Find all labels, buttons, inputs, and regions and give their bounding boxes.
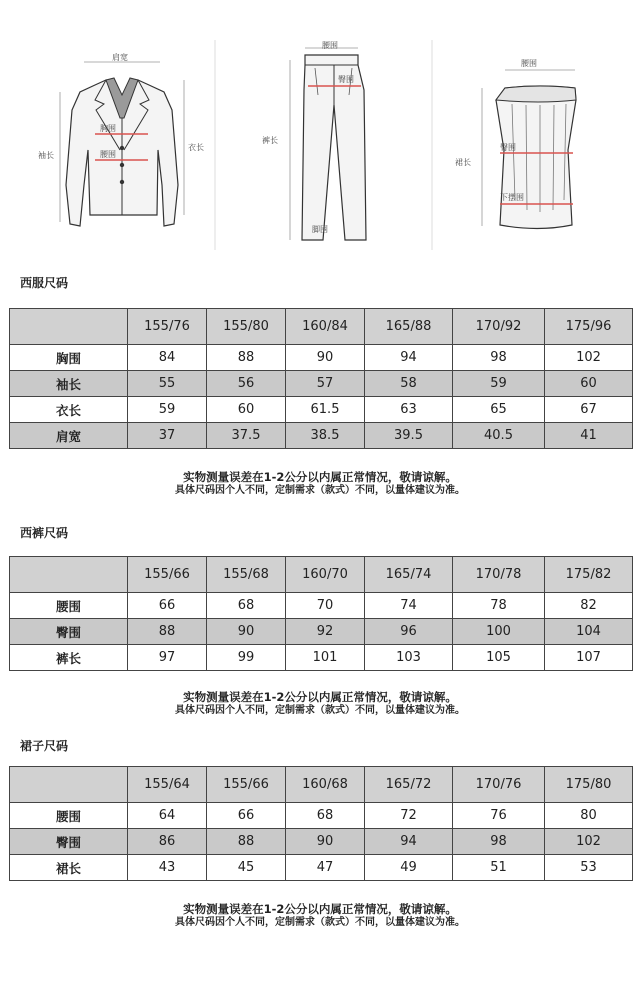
jacket-diagram	[38, 52, 204, 226]
size-header: 155/64	[128, 767, 207, 803]
cell: 94	[365, 345, 453, 371]
size-header: 155/66	[207, 767, 286, 803]
label-chest: 胸围	[100, 124, 116, 133]
cell: 99	[207, 645, 286, 671]
part-label: 袖长	[10, 371, 128, 397]
cell: 59	[128, 397, 207, 423]
part-label: 衣长	[10, 397, 128, 423]
cell: 60	[207, 397, 286, 423]
size-header: 155/80	[207, 309, 286, 345]
cell: 70	[286, 593, 365, 619]
cell: 40.5	[453, 423, 545, 449]
table-row	[10, 803, 633, 829]
table-row	[10, 645, 633, 671]
table-row	[10, 345, 633, 371]
size-header: 170/78	[453, 557, 545, 593]
table-row	[10, 829, 633, 855]
cell: 49	[365, 855, 453, 881]
cell: 78	[453, 593, 545, 619]
cell: 104	[545, 619, 633, 645]
cell: 45	[207, 855, 286, 881]
note-line-2: 具体尺码因个人不同，定制需求（款式）不同，以量体建议为准。	[175, 917, 465, 928]
part-label: 腰围	[10, 803, 128, 829]
label-length: 衣长	[188, 143, 204, 152]
cell: 64	[128, 803, 207, 829]
cell: 55	[128, 371, 207, 397]
size-header: 165/72	[365, 767, 453, 803]
label-length: 裙长	[455, 158, 471, 167]
cell: 60	[545, 371, 633, 397]
label-shoulder: 肩宽	[112, 53, 128, 62]
garment-diagrams	[0, 0, 640, 262]
cell: 90	[286, 345, 365, 371]
label-hem: 脚围	[312, 225, 328, 234]
cell: 98	[453, 829, 545, 855]
measurement-note	[0, 690, 640, 717]
size-header: 175/80	[545, 767, 633, 803]
cell: 61.5	[286, 397, 365, 423]
size-header: 160/68	[286, 767, 365, 803]
cell: 72	[365, 803, 453, 829]
label-hem: 下摆围	[500, 193, 524, 202]
size-header: 155/66	[128, 557, 207, 593]
corner-cell	[10, 557, 128, 593]
part-label: 肩宽	[10, 423, 128, 449]
table-row	[10, 593, 633, 619]
cell: 65	[453, 397, 545, 423]
size-header: 155/76	[128, 309, 207, 345]
cell: 38.5	[286, 423, 365, 449]
suit-section-title: 西服尺码	[20, 276, 69, 290]
measurement-note	[0, 902, 640, 929]
cell: 100	[453, 619, 545, 645]
label-waist: 腰围	[322, 41, 338, 50]
cell: 88	[207, 345, 286, 371]
part-label: 臀围	[10, 829, 128, 855]
cell: 90	[207, 619, 286, 645]
cell: 102	[545, 345, 633, 371]
part-label: 胸围	[10, 345, 128, 371]
cell: 82	[545, 593, 633, 619]
part-label: 腰围	[10, 593, 128, 619]
corner-cell	[10, 309, 128, 345]
cell: 68	[207, 593, 286, 619]
table-header-row	[10, 557, 633, 593]
cell: 47	[286, 855, 365, 881]
cell: 63	[365, 397, 453, 423]
size-header: 155/68	[207, 557, 286, 593]
label-hip: 臀围	[500, 143, 516, 152]
pants-diagram	[262, 41, 366, 240]
cell: 80	[545, 803, 633, 829]
part-label: 裤长	[10, 645, 128, 671]
cell: 98	[453, 345, 545, 371]
cell: 84	[128, 345, 207, 371]
cell: 76	[453, 803, 545, 829]
cell: 59	[453, 371, 545, 397]
label-hip: 臀围	[338, 75, 354, 84]
skirt-section-title: 裙子尺码	[20, 739, 69, 753]
cell: 37.5	[207, 423, 286, 449]
table-header-row	[10, 767, 633, 803]
pants-size-table	[9, 556, 633, 671]
size-header: 160/84	[286, 309, 365, 345]
measurement-note	[0, 470, 640, 497]
label-waist: 腰围	[100, 150, 116, 159]
note-line-1: 实物测量误差在1-2公分以内属正常情况，敬请谅解。	[183, 902, 457, 916]
cell: 56	[207, 371, 286, 397]
note-line-2: 具体尺码因个人不同，定制需求（款式）不同，以量体建议为准。	[175, 705, 465, 716]
cell: 107	[545, 645, 633, 671]
cell: 74	[365, 593, 453, 619]
table-row	[10, 397, 633, 423]
cell: 105	[453, 645, 545, 671]
label-sleeve: 袖长	[38, 151, 54, 160]
cell: 53	[545, 855, 633, 881]
cell: 96	[365, 619, 453, 645]
part-label: 臀围	[10, 619, 128, 645]
size-header: 170/92	[453, 309, 545, 345]
cell: 43	[128, 855, 207, 881]
size-header: 165/88	[365, 309, 453, 345]
note-line-2: 具体尺码因个人不同，定制需求（款式）不同，以量体建议为准。	[175, 485, 465, 496]
cell: 41	[545, 423, 633, 449]
cell: 68	[286, 803, 365, 829]
corner-cell	[10, 767, 128, 803]
table-row	[10, 619, 633, 645]
size-header: 165/74	[365, 557, 453, 593]
cell: 94	[365, 829, 453, 855]
cell: 92	[286, 619, 365, 645]
size-header: 175/96	[545, 309, 633, 345]
cell: 66	[207, 803, 286, 829]
label-waist: 腰围	[521, 59, 537, 68]
cell: 88	[207, 829, 286, 855]
cell: 90	[286, 829, 365, 855]
cell: 51	[453, 855, 545, 881]
cell: 102	[545, 829, 633, 855]
note-line-1: 实物测量误差在1-2公分以内属正常情况，敬请谅解。	[183, 690, 457, 704]
skirt-diagram	[455, 59, 576, 229]
cell: 88	[128, 619, 207, 645]
cell: 66	[128, 593, 207, 619]
cell: 37	[128, 423, 207, 449]
cell: 103	[365, 645, 453, 671]
cell: 101	[286, 645, 365, 671]
size-header: 170/76	[453, 767, 545, 803]
table-row	[10, 371, 633, 397]
cell: 57	[286, 371, 365, 397]
suit-size-table	[9, 308, 633, 449]
table-row	[10, 423, 633, 449]
table-header-row	[10, 309, 633, 345]
cell: 39.5	[365, 423, 453, 449]
pants-section-title: 西裤尺码	[20, 526, 69, 540]
cell: 67	[545, 397, 633, 423]
size-header: 160/70	[286, 557, 365, 593]
size-header: 175/82	[545, 557, 633, 593]
cell: 97	[128, 645, 207, 671]
part-label: 裙长	[10, 855, 128, 881]
label-length: 裤长	[262, 136, 278, 145]
table-row	[10, 855, 633, 881]
cell: 86	[128, 829, 207, 855]
skirt-size-table	[9, 766, 633, 881]
note-line-1: 实物测量误差在1-2公分以内属正常情况，敬请谅解。	[183, 470, 457, 484]
cell: 58	[365, 371, 453, 397]
